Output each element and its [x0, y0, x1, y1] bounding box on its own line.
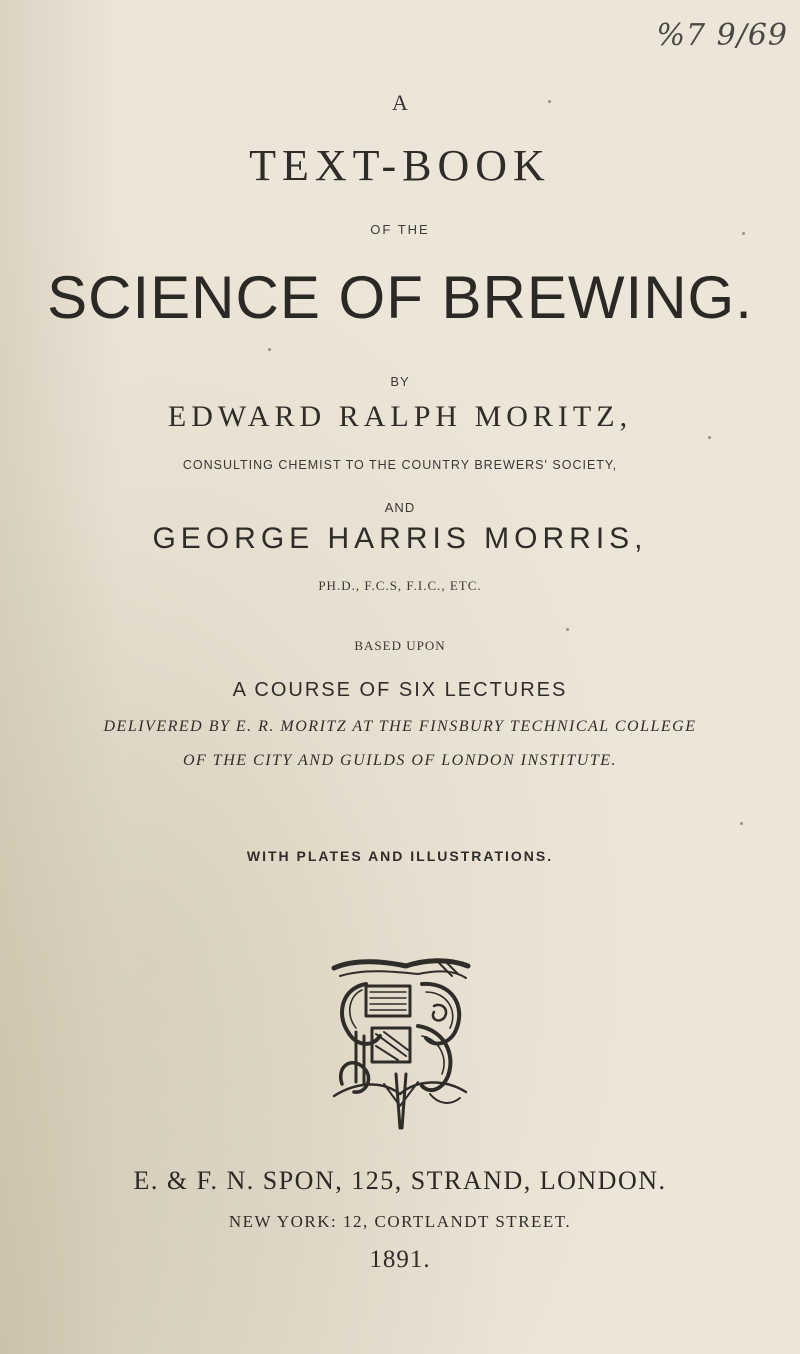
based-upon-label: BASED UPON	[354, 638, 446, 653]
illustrations-note: WITH PLATES AND ILLUSTRATIONS.	[246, 848, 554, 864]
author-1-credentials: CONSULTING CHEMIST TO THE COUNTRY BREWERS' SOCIETY,	[182, 458, 618, 472]
course-title: A COURSE OF SIX LECTURES	[232, 679, 568, 701]
imprint-publisher: E. & F. N. SPON, 125, STRAND, LONDON.	[133, 1166, 667, 1195]
imprint-year: 1891.	[369, 1246, 431, 1273]
imprint-address: NEW YORK: 12, CORTLANDT STREET.	[228, 1212, 572, 1231]
by-label: BY	[390, 374, 410, 389]
delivered-line-1: DELIVERED BY E. R. MORITZ AT THE FINSBURY TECHNICAL COLLEGE	[103, 718, 697, 735]
author-2-credentials: PH.D., F.C.S, F.I.C., ETC.	[318, 578, 482, 593]
paper-speck	[268, 348, 271, 351]
author-2-name: GEORGE HARRIS MORRIS,	[152, 522, 648, 555]
title-article: A	[392, 90, 408, 115]
paper-speck	[566, 628, 569, 631]
title-line-1: TEXT-BOOK	[249, 141, 551, 190]
paper-speck	[548, 100, 551, 103]
title-line-2: SCIENCE OF BREWING.	[47, 264, 753, 331]
handwritten-shelfmark: %7 9/69	[656, 18, 788, 53]
paper-speck	[742, 232, 745, 235]
author-1-name: EDWARD RALPH MORITZ,	[167, 400, 633, 433]
paper-speck	[740, 822, 743, 825]
paper-speck	[708, 436, 711, 439]
delivered-line-2: OF THE CITY AND GUILDS OF LONDON INSTITUTE.	[182, 752, 618, 769]
and-label: AND	[384, 500, 416, 515]
title-connector: OF THE	[370, 222, 430, 237]
publisher-monogram-icon	[326, 956, 476, 1131]
